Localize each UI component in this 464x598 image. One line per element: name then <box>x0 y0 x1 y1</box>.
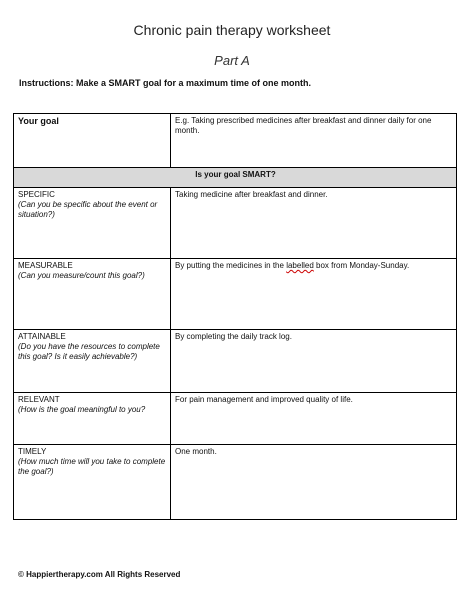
answer-cell-timely[interactable]: One month. <box>171 445 457 520</box>
criterion-name: TIMELY <box>18 447 47 456</box>
criterion-cell-relevant <box>14 393 171 445</box>
criterion-row-timely <box>14 445 457 520</box>
smart-goal-table <box>13 113 457 520</box>
instructions-text: Instructions: Make a SMART goal for a maximum time of one month. <box>19 78 312 88</box>
goal-row <box>14 114 457 168</box>
criterion-row-specific <box>14 188 457 259</box>
criterion-row-attainable <box>14 330 457 393</box>
worksheet-subtitle: Part A <box>214 53 250 68</box>
copyright-footer: © Happiertherapy.com All Rights Reserved <box>18 570 181 579</box>
criterion-name: MEASURABLE <box>18 261 73 270</box>
criterion-question: (Can you be specific about the event or situation?) <box>18 200 158 219</box>
criterion-row-measurable <box>14 259 457 330</box>
criterion-question: (How is the goal meaningful to you? <box>18 405 146 414</box>
criterion-question: (Can you measure/count this goal?) <box>18 271 145 280</box>
criterion-question: (Do you have the resources to complete this goal? Is it easily achievable?) <box>18 342 160 361</box>
criterion-cell-measurable <box>14 259 171 330</box>
criterion-name: RELEVANT <box>18 395 60 404</box>
criterion-row-relevant <box>14 393 457 445</box>
goal-value-cell[interactable]: E.g. Taking prescribed medicines after breakfast and dinner daily for one month. <box>171 114 457 168</box>
criterion-cell-timely <box>14 445 171 520</box>
answer-cell-measurable[interactable] <box>171 259 457 330</box>
criterion-question: (How much time will you take to complete the goal?) <box>18 457 166 476</box>
worksheet-title: Chronic pain therapy worksheet <box>133 22 331 38</box>
answer-cell-specific[interactable]: Taking medicine after breakfast and dinner. <box>171 188 457 259</box>
answer-text-start: By putting the medicines in the <box>175 261 287 270</box>
spellcheck-marked-word: labelled <box>286 261 314 270</box>
answer-cell-attainable[interactable]: By completing the daily track log. <box>171 330 457 393</box>
answer-text-end: box from Monday-Sunday. <box>313 261 410 270</box>
section-heading: Is your goal SMART? <box>14 168 457 188</box>
criterion-cell-specific <box>14 188 171 259</box>
answer-cell-relevant[interactable]: For pain management and improved quality of life. <box>171 393 457 445</box>
criterion-name: SPECIFIC <box>18 190 55 199</box>
criterion-cell-attainable <box>14 330 171 393</box>
section-heading-row <box>14 168 457 188</box>
goal-label: Your goal <box>14 114 171 168</box>
criterion-name: ATTAINABLE <box>18 332 66 341</box>
